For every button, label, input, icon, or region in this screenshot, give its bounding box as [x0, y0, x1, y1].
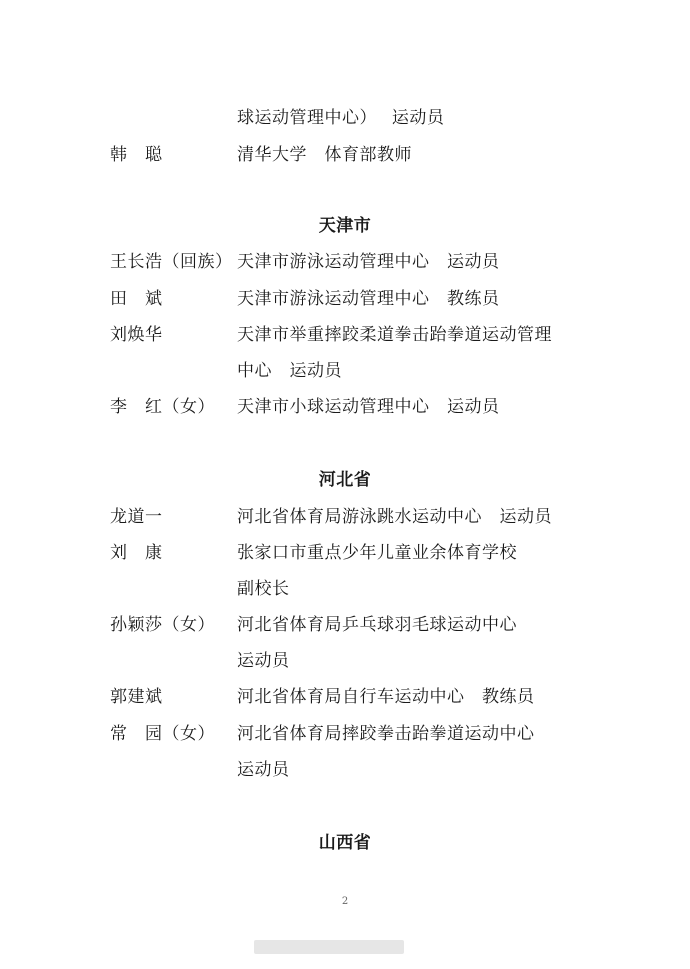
entry-info-continued: 副校长	[237, 579, 290, 599]
entry-info-continued: 运动员	[237, 760, 290, 780]
entry-info: 河北省体育局摔跤拳击跆拳道运动中心	[237, 724, 535, 744]
entry-info: 天津市游泳运动管理中心 运动员	[237, 252, 500, 272]
entry-name: 刘焕华	[110, 325, 163, 345]
entry-name: 常 园（女）	[110, 724, 215, 744]
entry-info: 天津市小球运动管理中心 运动员	[237, 397, 500, 417]
entry-name: 龙道一	[110, 507, 163, 527]
entry-info: 张家口市重点少年儿童业余体育学校	[237, 543, 517, 563]
entry-info: 河北省体育局乒乓球羽毛球运动中心	[237, 615, 517, 635]
page-number: 2	[341, 896, 349, 907]
entry-info: 清华大学 体育部教师	[237, 145, 412, 165]
section-heading-hebei: 河北省	[318, 470, 372, 490]
entry-name: 孙颖莎（女）	[110, 615, 215, 635]
entry-name: 郭建斌	[110, 687, 163, 707]
entry-name: 李 红（女）	[110, 397, 215, 417]
entry-info: 天津市举重摔跤柔道拳击跆拳道运动管理	[237, 325, 552, 345]
entry-info: 河北省体育局游泳跳水运动中心 运动员	[237, 507, 552, 527]
entry-name: 刘 康	[110, 543, 163, 563]
entry-name: 田 斌	[110, 289, 163, 309]
entry-info-continued: 中心 运动员	[237, 361, 342, 381]
section-heading-shanxi: 山西省	[318, 833, 372, 853]
watermark-bar	[254, 940, 404, 954]
entry-info: 球运动管理中心） 运动员	[237, 108, 445, 128]
entry-info-continued: 运动员	[237, 651, 290, 671]
section-heading-tianjin: 天津市	[318, 216, 372, 236]
entry-info: 河北省体育局自行车运动中心 教练员	[237, 687, 535, 707]
entry-name: 韩 聪	[110, 145, 163, 165]
entry-name: 王长浩（回族）	[110, 252, 233, 272]
entry-info: 天津市游泳运动管理中心 教练员	[237, 289, 500, 309]
